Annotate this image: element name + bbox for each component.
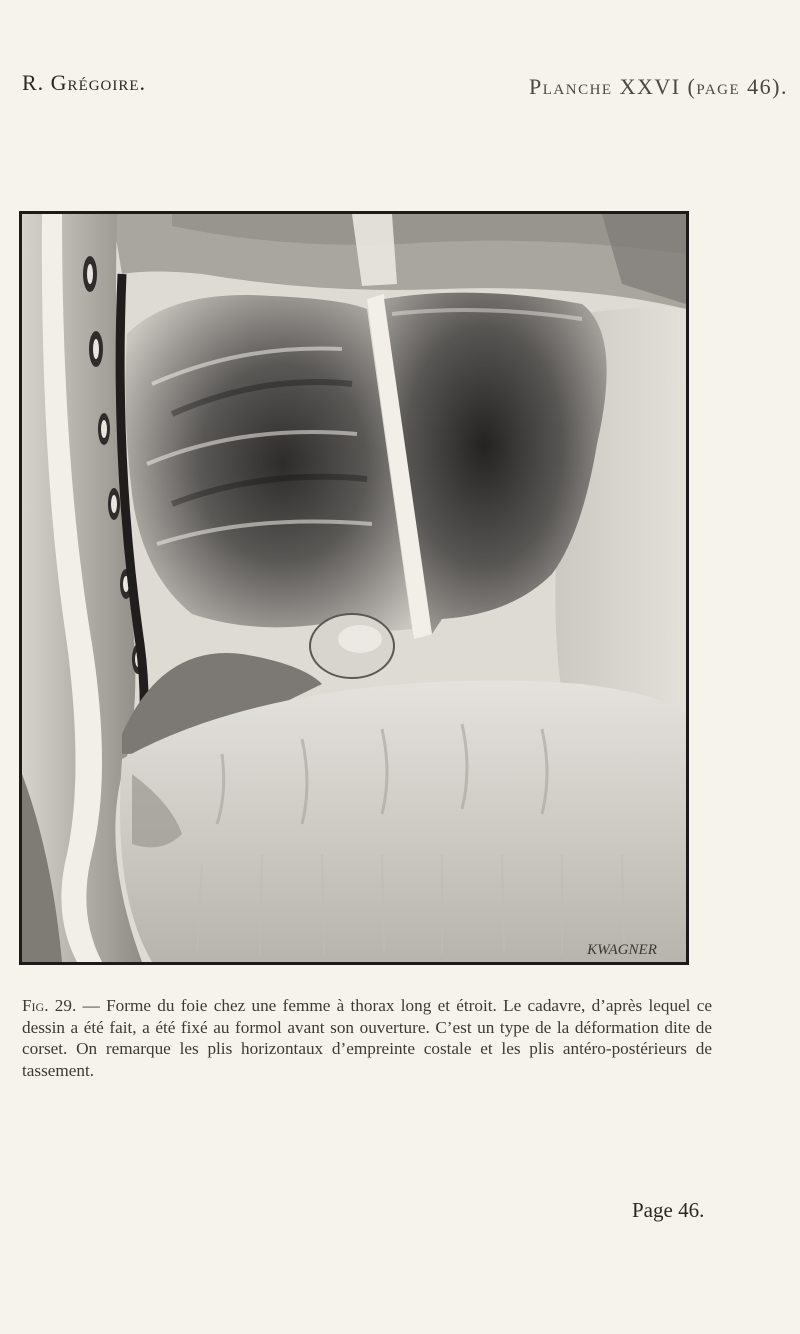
- liver-left-lobe: [125, 295, 412, 631]
- page-number: Page 46.: [632, 1198, 705, 1222]
- gallbladder-highlight: [338, 625, 382, 653]
- artist-signature: KWAGNER: [587, 942, 657, 958]
- running-head-author: R. Grégoire.: [22, 70, 147, 95]
- running-head-plate: Planche XXVI (page 46).: [529, 74, 788, 99]
- anatomical-illustration: [19, 211, 689, 965]
- figure-label: Fig. 29.: [22, 996, 77, 1015]
- transverse-colon: [120, 681, 686, 962]
- figure-caption: [22, 995, 712, 1081]
- caption-text: — Forme du foie chez une femme à thorax long et étroit. Le cadavre, d’après lequel ce dessin a été fait, a été fixé au formol avant son ouverture. C’est un type de la déformation dite de corset. On remarque les plis horizontaux d’empreinte costale et les plis antéro-postérieurs de tassement.: [22, 996, 712, 1080]
